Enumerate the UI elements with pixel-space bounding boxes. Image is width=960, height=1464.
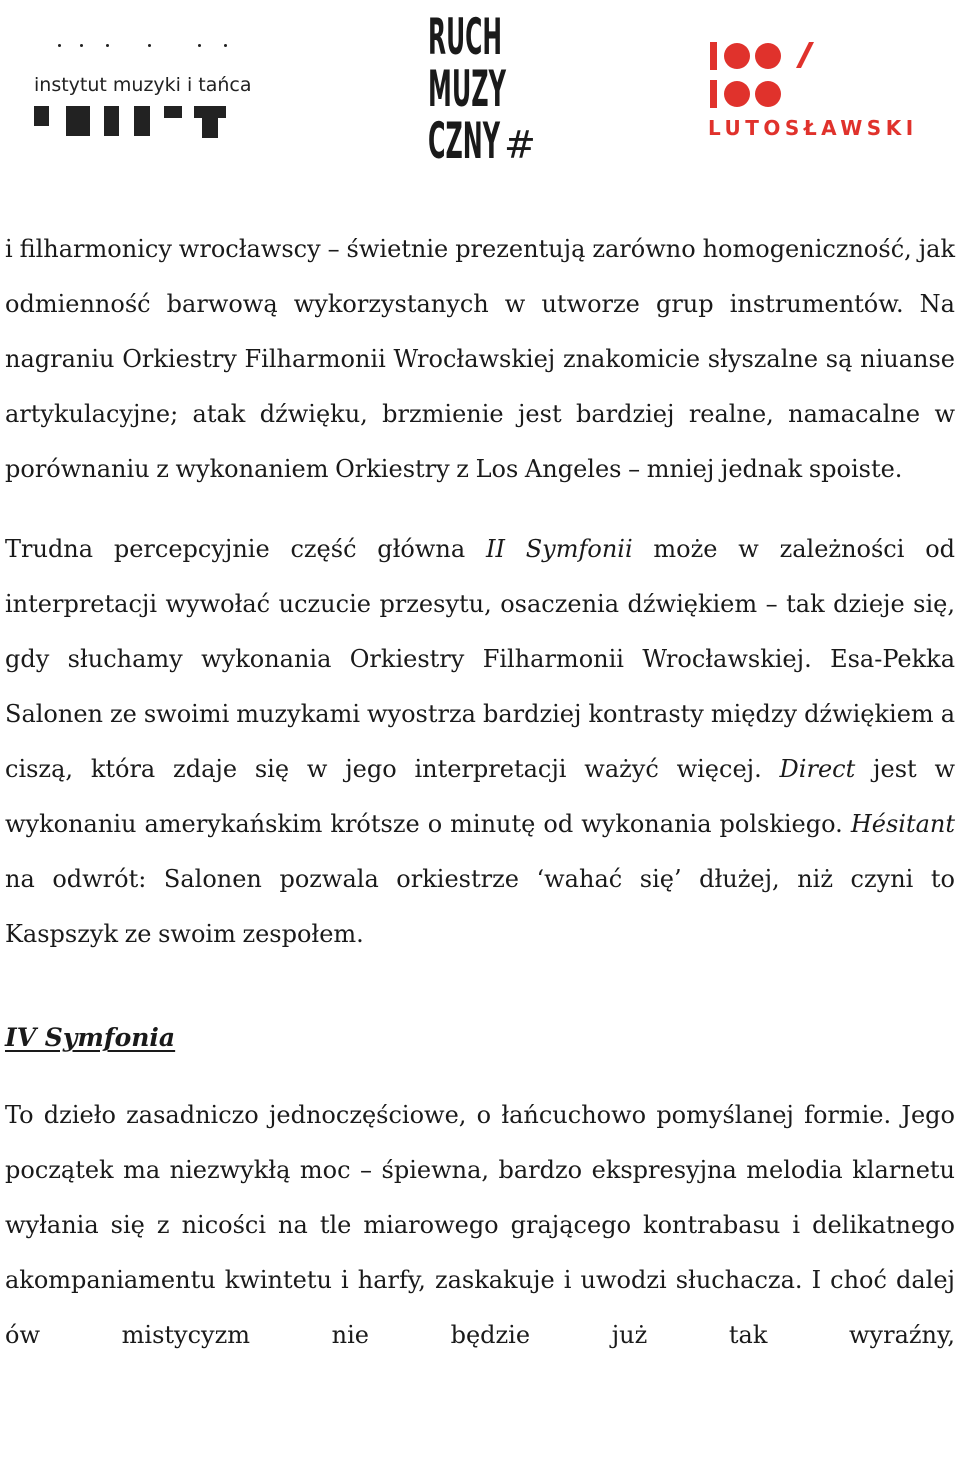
lutoslawski-100-logo <box>706 38 932 148</box>
ruch-muzyczny-line-3: CZNY <box>428 112 501 164</box>
paragraph-2-part-b: może w zależności od interpretacji wywołać uczucie przesytu, osaczenia dźwiękiem – tak dzieje się, gdy słuchamy wykonania Orkiestry Filharmonii Wrocławskiej. Esa-Pekka Salonen ze swoimi muzykami wyostrza bardziej kontrasty między dźwiękiem a ciszą, która zdaje się w jego interpretacji ważyć więcej. <box>5 535 956 783</box>
paragraph-2-part-a: Trudna percepcyjnie część główna <box>5 535 486 563</box>
work-title-direct: Direct <box>779 755 856 783</box>
lutoslawski-name: LUTOSŁAWSKI <box>708 116 918 140</box>
ruch-muzyczny-logo <box>428 4 540 164</box>
imit-bars-mark <box>34 106 230 138</box>
work-title-hesitant: Hésitant <box>850 810 955 838</box>
paragraph-2-part-d: na odwrót: Salonen pozwala orkiestrze ‘wahać się’ dłużej, niż czyni to Kaspszyk ze swoim zespołem. <box>5 865 955 948</box>
sharp-symbol-icon: # <box>504 123 536 164</box>
lutoslawski-100-mark <box>706 38 932 112</box>
imit-logo <box>30 40 252 140</box>
work-title-ii-symfonii: II Symfonii <box>485 535 633 563</box>
imit-logo-name: instytut muzyki i tańca <box>34 74 252 96</box>
ruch-muzyczny-line-1: RUCH <box>428 8 502 66</box>
imit-dots-decoration <box>58 44 238 50</box>
paragraph-2-part-c: jest w wykonaniu amerykańskim krótsze o minutę od wykonania polskiego. <box>5 755 956 838</box>
paragraph-2 <box>5 522 955 962</box>
paragraph-1: i filharmonicy wrocławscy – świetnie prezentują zarówno homogeniczność, jak odmienność barwową wykorzystanych w utworze grup instrumentów. Na nagraniu Orkiestry Filharmonii Wrocławskiej znakomicie słyszalne są niuanse artykulacyjne; atak dźwięku, brzmienie jest bardziej realne, namacalne w porównaniu z wykonaniem Orkiestry z Los Angeles – mniej jednak spoiste. <box>5 235 955 483</box>
paragraph-3: To dzieło zasadniczo jednoczęściowe, o łańcuchowo pomyślanej formie. Jego początek ma niezwykłą moc – śpiewna, bardzo ekspresyjna melodia klarnetu wyłania się z nicości na tle miarowego grającego kontrabasu i delikatnego akompaniamentu kwintetu i harfy, zaskakuje i uwodzi słuchacza. I choć dalej ów mistycyzm nie będzie już tak wyraźny, <box>5 1101 955 1349</box>
section-heading-iv-symfonia: IV Symfonia <box>5 1023 176 1052</box>
ruch-muzyczny-line-2: MUZY <box>428 60 507 118</box>
article-body <box>5 222 955 1363</box>
